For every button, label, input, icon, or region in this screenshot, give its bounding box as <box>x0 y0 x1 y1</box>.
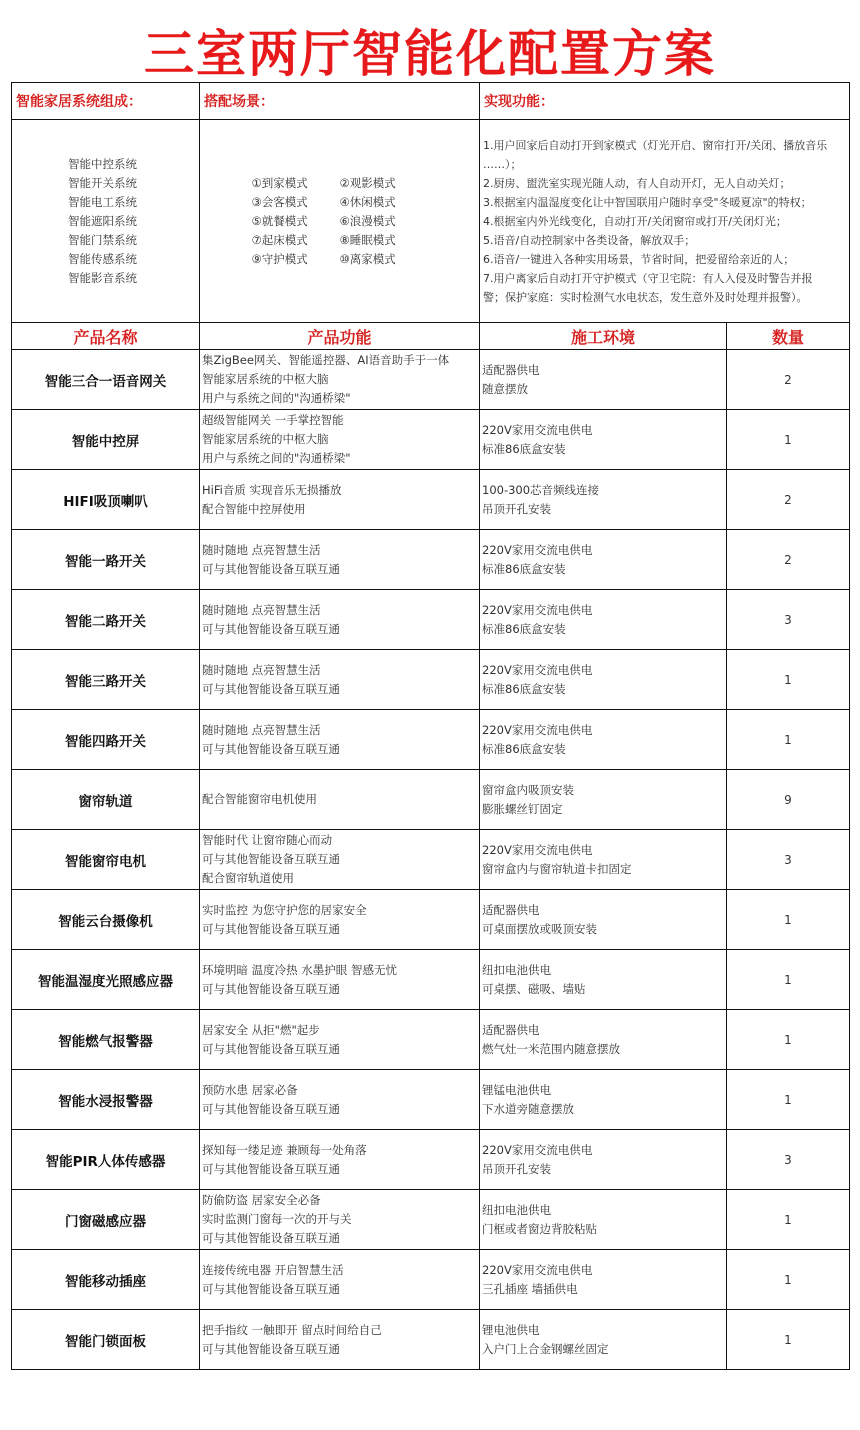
environment-line: 标准86底盒安装 <box>482 441 566 456</box>
environment-line: 220V家用交流电供电 <box>482 722 593 737</box>
product-qty: 2 <box>727 530 850 590</box>
product-environment <box>480 470 727 530</box>
function-line: 把手指纹 一触即开 留点时间给自己 <box>202 1322 382 1337</box>
product-environment <box>480 1130 727 1190</box>
product-qty: 1 <box>727 1070 850 1130</box>
environment-line: 100-300芯音频线连接 <box>482 482 600 497</box>
environment-line: 220V家用交流电供电 <box>482 662 593 677</box>
product-environment <box>480 650 727 710</box>
product-table-header <box>12 323 850 350</box>
product-qty: 1 <box>727 1250 850 1310</box>
environment-line: 吊顶开孔安装 <box>482 501 551 516</box>
scene-item: ④休闲模式 <box>339 194 396 209</box>
environment-line: 220V家用交流电供电 <box>482 842 593 857</box>
function-item: 4.根据室内外光线变化，自动打开/关闭窗帘或打开/关闭灯光； <box>483 214 787 228</box>
function-item: 6.语音/一键进入各种实用场景，节省时间，把爱留给亲近的人； <box>483 252 795 266</box>
environment-line: 锂锰电池供电 <box>482 1082 551 1097</box>
table-row <box>12 1250 850 1310</box>
product-name: 智能中控屏 <box>12 410 200 470</box>
function-line: 配合窗帘轨道使用 <box>202 871 294 885</box>
product-environment <box>480 830 727 890</box>
function-line: 随时随地 点亮智慧生活 <box>202 722 321 737</box>
function-line: 智能家居系统的中枢大脑 <box>202 372 329 386</box>
product-qty: 1 <box>727 1190 850 1250</box>
table-row <box>12 350 850 410</box>
product-function <box>200 350 480 410</box>
environment-line: 适配器供电 <box>482 362 540 377</box>
product-name: 智能四路开关 <box>12 710 200 770</box>
function-line: 配合智能窗帘电机使用 <box>202 792 317 806</box>
function-item: 警；保护家庭：实时检测气水电状态，发生意外及时处理并报警）。 <box>483 290 808 304</box>
product-environment <box>480 350 727 410</box>
function-line: 可与其他智能设备互联互通 <box>202 852 340 866</box>
table-row <box>12 590 850 650</box>
function-line: 环境明暗 温度冷热 水墨护眼 智感无忧 <box>202 962 397 977</box>
function-line: 可与其他智能设备互联互通 <box>202 681 340 696</box>
environment-line: 220V家用交流电供电 <box>482 422 593 437</box>
scene-item: ⑥浪漫模式 <box>339 213 396 228</box>
product-function <box>200 710 480 770</box>
product-name: 智能水浸报警器 <box>12 1070 200 1130</box>
product-name: 智能云台摄像机 <box>12 890 200 950</box>
product-function <box>200 1130 480 1190</box>
product-function <box>200 590 480 650</box>
environment-line: 窗帘盒内与窗帘轨道卡扣固定 <box>482 861 632 876</box>
product-name: 智能门锁面板 <box>12 1310 200 1370</box>
function-line: 可与其他智能设备互联互通 <box>202 621 340 636</box>
scene-header: 搭配场景： <box>200 83 480 120</box>
product-name: 智能温湿度光照感应器 <box>12 950 200 1010</box>
product-name: 智能移动插座 <box>12 1250 200 1310</box>
table-row <box>12 470 850 530</box>
scene-item: ②观影模式 <box>339 175 396 190</box>
product-qty: 1 <box>727 410 850 470</box>
function-line: 防偷防盗 居家安全必备 <box>202 1193 321 1207</box>
function-line: 智能时代 让窗帘随心而动 <box>202 833 333 847</box>
table-row <box>12 770 850 830</box>
system-item: 智能中控系统 <box>68 156 137 171</box>
product-function <box>200 950 480 1010</box>
product-qty: 1 <box>727 890 850 950</box>
function-line: 可与其他智能设备互联互通 <box>202 981 340 996</box>
environment-line: 220V家用交流电供电 <box>482 542 593 557</box>
product-qty: 1 <box>727 1310 850 1370</box>
environment-line: 窗帘盒内吸顶安装 <box>482 782 574 797</box>
function-line: 实时监控 为您守护您的居家安全 <box>202 902 367 917</box>
environment-line: 适配器供电 <box>482 1022 540 1037</box>
product-environment <box>480 590 727 650</box>
product-function <box>200 410 480 470</box>
product-qty: 2 <box>727 350 850 410</box>
function-line: 智能家居系统的中枢大脑 <box>202 432 329 446</box>
product-function <box>200 650 480 710</box>
function-line: 用户与系统之间的"沟通桥梁" <box>202 451 351 465</box>
product-qty: 1 <box>727 950 850 1010</box>
table-row <box>12 410 850 470</box>
product-qty: 3 <box>727 590 850 650</box>
environment-line: 膨胀螺丝钉固定 <box>482 801 563 816</box>
product-function <box>200 1250 480 1310</box>
environment-line: 可桌面摆放或吸顶安装 <box>482 921 597 936</box>
scene-list-cell <box>200 120 480 323</box>
environment-line: 220V家用交流电供电 <box>482 602 593 617</box>
function-line: HiFi音质 实现音乐无损播放 <box>202 482 342 497</box>
system-item: 智能传感系统 <box>68 251 137 266</box>
table-row <box>12 650 850 710</box>
table-row <box>12 830 850 890</box>
system-item: 智能遮阳系统 <box>68 213 137 228</box>
col-header-name: 产品名称 <box>12 323 200 350</box>
function-item: 3.根据室内温湿度变化让中智国联用户随时享受"冬暖夏凉"的特权； <box>483 195 812 209</box>
section-header-row <box>12 83 850 120</box>
table-row <box>12 950 850 1010</box>
product-name: 智能窗帘电机 <box>12 830 200 890</box>
environment-line: 入户门上合金钢螺丝固定 <box>482 1341 609 1356</box>
function-item: 5.语音/自动控制家中各类设备，解放双手； <box>483 233 696 247</box>
environment-line: 纽扣电池供电 <box>482 1202 551 1217</box>
product-qty: 3 <box>727 1130 850 1190</box>
scene-item: ①到家模式 <box>251 175 308 190</box>
environment-line: 220V家用交流电供电 <box>482 1262 593 1277</box>
function-line: 可与其他智能设备互联互通 <box>202 1231 340 1245</box>
product-qty: 2 <box>727 470 850 530</box>
product-environment <box>480 950 727 1010</box>
system-item: 智能影音系统 <box>68 270 137 285</box>
product-qty: 1 <box>727 650 850 710</box>
function-line: 随时随地 点亮智慧生活 <box>202 662 321 677</box>
product-name: 智能燃气报警器 <box>12 1010 200 1070</box>
function-line: 随时随地 点亮智慧生活 <box>202 542 321 557</box>
product-function <box>200 770 480 830</box>
environment-line: 门框或者窗边背胶粘贴 <box>482 1221 597 1236</box>
product-name: 智能三路开关 <box>12 650 200 710</box>
environment-line: 适配器供电 <box>482 902 540 917</box>
page-title: 三室两厅智能化配置方案 <box>144 25 716 83</box>
function-line: 可与其他智能设备互联互通 <box>202 1041 340 1056</box>
product-name: 智能PIR人体传感器 <box>12 1130 200 1190</box>
table-row <box>12 1190 850 1250</box>
product-environment <box>480 1310 727 1370</box>
function-line: 可与其他智能设备互联互通 <box>202 921 340 936</box>
product-function <box>200 1190 480 1250</box>
function-line: 随时随地 点亮智慧生活 <box>202 602 321 617</box>
product-name: 门窗磁感应器 <box>12 1190 200 1250</box>
col-header-qty: 数量 <box>727 323 850 350</box>
environment-line: 标准86底盒安装 <box>482 681 566 696</box>
product-function <box>200 1070 480 1130</box>
function-item: 7.用户离家后自动打开守护模式（守卫宅院：有人入侵及时警告并报 <box>483 271 813 285</box>
product-name: 智能一路开关 <box>12 530 200 590</box>
product-name: 智能二路开关 <box>12 590 200 650</box>
product-environment <box>480 890 727 950</box>
scene-item: ③会客模式 <box>251 194 308 209</box>
environment-line: 锂电池供电 <box>482 1322 540 1337</box>
system-header: 智能家居系统组成： <box>12 83 200 120</box>
environment-line: 可桌摆、磁吸、墙贴 <box>482 981 586 996</box>
function-line: 超级智能网关 一手掌控智能 <box>202 413 344 427</box>
environment-line: 标准86底盒安装 <box>482 621 566 636</box>
function-line: 可与其他智能设备互联互通 <box>202 1281 340 1296</box>
product-function <box>200 530 480 590</box>
table-row <box>12 1130 850 1190</box>
product-environment <box>480 410 727 470</box>
table-row <box>12 1310 850 1370</box>
product-name: HIFI吸顶喇叭 <box>12 470 200 530</box>
environment-line: 标准86底盒安装 <box>482 741 566 756</box>
product-environment <box>480 710 727 770</box>
product-name: 窗帘轨道 <box>12 770 200 830</box>
product-function <box>200 890 480 950</box>
product-qty: 3 <box>727 830 850 890</box>
environment-line: 燃气灶一米范围内随意摆放 <box>482 1041 620 1056</box>
environment-line: 下水道旁随意摆放 <box>482 1101 574 1116</box>
table-row <box>12 1010 850 1070</box>
product-environment <box>480 770 727 830</box>
environment-line: 标准86底盒安装 <box>482 561 566 576</box>
table-row <box>12 530 850 590</box>
function-line: 连接传统电器 开启智慧生活 <box>202 1262 344 1277</box>
system-list <box>12 155 199 288</box>
system-item: 智能电工系统 <box>68 194 137 209</box>
product-environment <box>480 1190 727 1250</box>
function-line: 居家安全 从拒"燃"起步 <box>202 1022 320 1037</box>
environment-line: 随意摆放 <box>482 381 528 396</box>
scene-item: ⑨守护模式 <box>251 251 308 266</box>
environment-line: 220V家用交流电供电 <box>482 1142 593 1157</box>
config-table <box>11 82 850 1370</box>
system-item: 智能门禁系统 <box>68 232 137 247</box>
product-environment <box>480 1250 727 1310</box>
function-line: 用户与系统之间的"沟通桥梁" <box>202 391 351 405</box>
col-header-function: 产品功能 <box>200 323 480 350</box>
function-header: 实现功能： <box>480 83 850 120</box>
product-function <box>200 830 480 890</box>
scene-item: ⑧睡眠模式 <box>339 232 396 247</box>
col-header-environment: 施工环境 <box>480 323 727 350</box>
environment-line: 三孔插座 墙插供电 <box>482 1281 578 1296</box>
product-qty: 1 <box>727 710 850 770</box>
system-item: 智能开关系统 <box>68 175 137 190</box>
function-line: 可与其他智能设备互联互通 <box>202 741 340 756</box>
function-line: 集ZigBee网关、智能遥控器、AI语音助手于一体 <box>202 353 450 367</box>
environment-line: 吊顶开孔安装 <box>482 1161 551 1176</box>
product-environment <box>480 1010 727 1070</box>
function-line: 实时监测门窗每一次的开与关 <box>202 1212 352 1226</box>
function-list-cell <box>480 120 850 323</box>
scene-item: ⑩离家模式 <box>339 251 396 266</box>
function-line: 可与其他智能设备互联互通 <box>202 1101 340 1116</box>
product-function <box>200 1310 480 1370</box>
scene-item: ⑦起床模式 <box>251 232 308 247</box>
function-line: 可与其他智能设备互联互通 <box>202 1341 340 1356</box>
table-row <box>12 1070 850 1130</box>
product-environment <box>480 530 727 590</box>
section-body-row <box>12 120 850 323</box>
function-item: 2.厨房、盥洗室实现光随人动，有人自动开灯，无人自动关灯； <box>483 176 791 190</box>
environment-line: 纽扣电池供电 <box>482 962 551 977</box>
function-line: 探知每一缕足迹 兼顾每一处角落 <box>202 1142 367 1157</box>
function-item: ……）； <box>483 157 522 171</box>
function-list <box>480 136 849 307</box>
product-qty: 9 <box>727 770 850 830</box>
function-line: 预防水患 居家必备 <box>202 1082 298 1097</box>
scene-item: ⑤就餐模式 <box>251 213 308 228</box>
scene-list <box>252 174 428 269</box>
function-line: 配合智能中控屏使用 <box>202 501 306 516</box>
product-name: 智能三合一语音网关 <box>12 350 200 410</box>
product-environment <box>480 1070 727 1130</box>
table-row <box>12 710 850 770</box>
product-function <box>200 470 480 530</box>
table-row <box>12 890 850 950</box>
function-line: 可与其他智能设备互联互通 <box>202 1161 340 1176</box>
function-line: 可与其他智能设备互联互通 <box>202 561 340 576</box>
product-qty: 1 <box>727 1010 850 1070</box>
system-list-cell <box>12 120 200 323</box>
product-function <box>200 1010 480 1070</box>
function-item: 1.用户回家后自动打开到家模式（灯光开启、窗帘打开/关闭、播放音乐 <box>483 138 828 152</box>
